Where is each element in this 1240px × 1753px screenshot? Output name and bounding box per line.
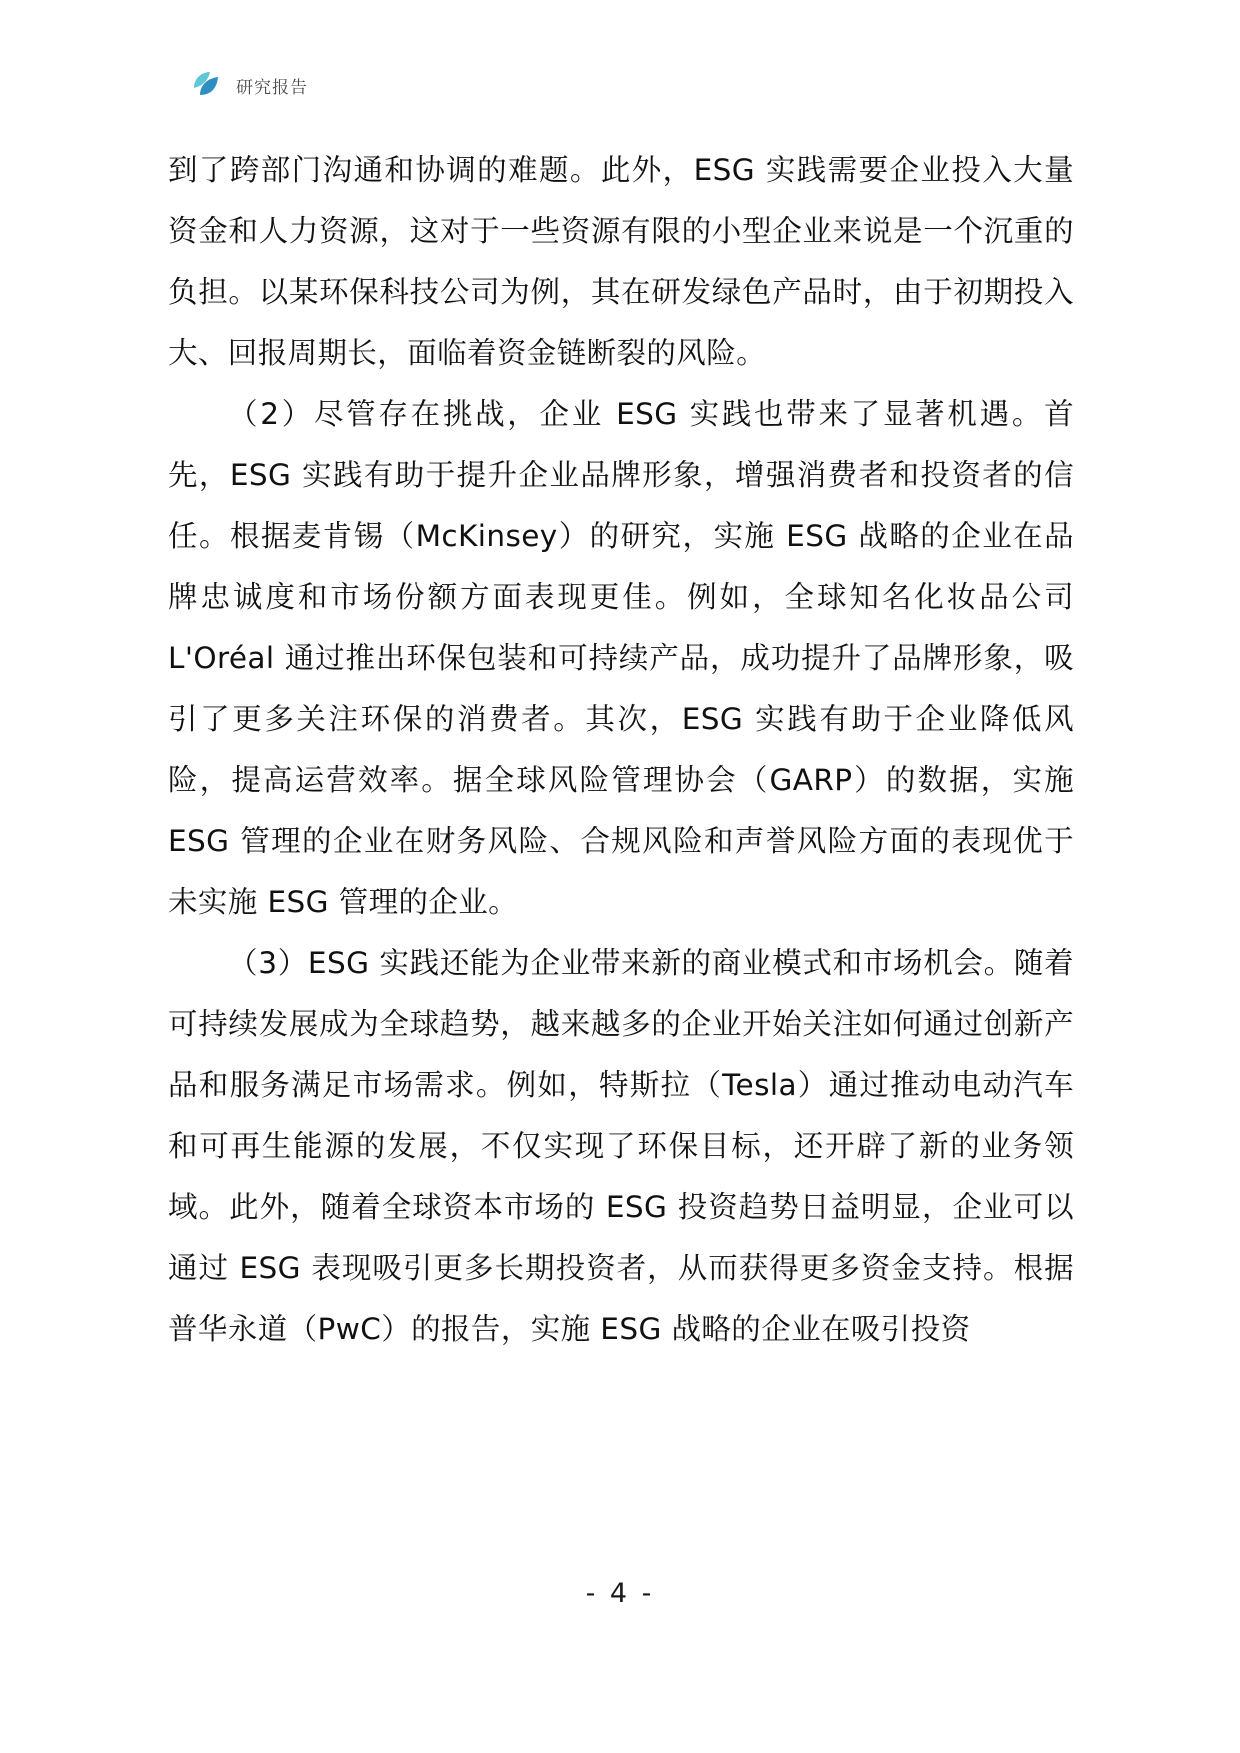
paragraph-2: （2）尽管存在挑战，企业 ESG 实践也带来了显著机遇。首先，ESG 实践有助于提升企业品牌形象，增强消费者和投资者的信任。根据麦肯锡（McKinsey）的研究，实施 ESG 战略的企业在品牌忠诚度和市场份额方面表现更佳。例如，全球知名化妆品公司 L'Oréal 通过推出环保包装和可持续产品，成功提升了品牌形象，吸引了更多关注环保的消费者。其次，ESG 实践有助于企业降低风险，提高运营效率。据全球风险管理协会（GARP）的数据，实施 ESG 管理的企业在财务风险、合规风险和声誉风险方面的表现优于未实施 ESG 管理的企业。 [168, 397, 1074, 919]
leaf-logo-icon [190, 68, 224, 102]
header-logo-label: 研究报告 [236, 77, 308, 98]
document-header [190, 68, 308, 102]
paragraph-1: 到了跨部门沟通和协调的难题。此外，ESG 实践需要企业投入大量资金和人力资源，这对于一些资源有限的小型企业来说是一个沉重的负担。以某环保科技公司为例，其在研发绿色产品时，由于初期投入大、回报周期长，面临着资金链断裂的风险。 [168, 153, 1074, 370]
paragraph-3: （3）ESG 实践还能为企业带来新的商业模式和市场机会。随着可持续发展成为全球趋势，越来越多的企业开始关注如何通过创新产品和服务满足市场需求。例如，特斯拉（Tesla）通过推动电动汽车和可再生能源的发展，不仅实现了环保目标，还开辟了新的业务领域。此外，随着全球资本市场的 ESG 投资趋势日益明显，企业可以通过 ESG 表现吸引更多长期投资者，从而获得更多资金支持。根据普华永道（PwC）的报告，实施 ESG 战略的企业在吸引投资 [168, 946, 1074, 1346]
document-body [168, 140, 1074, 1360]
document-footer [0, 1578, 1240, 1609]
page-number: - 4 - [585, 1578, 655, 1609]
